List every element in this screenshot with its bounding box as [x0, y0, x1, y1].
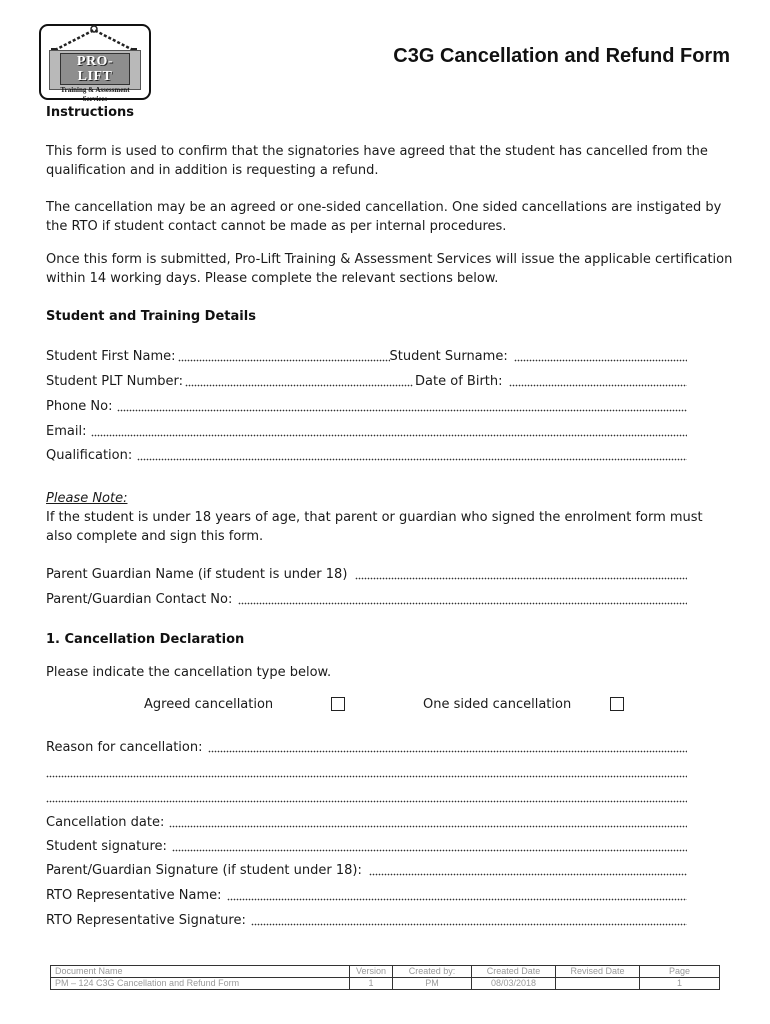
student-signature-label: Student signature:	[46, 839, 167, 854]
student-details-heading: Student and Training Details	[46, 309, 256, 324]
cell-created-by: PM	[393, 978, 472, 990]
email-row	[46, 421, 687, 439]
student-signature-row	[46, 836, 687, 854]
phone-field[interactable]	[117, 398, 687, 412]
document-control-table	[50, 965, 720, 990]
header-page: Page	[640, 966, 720, 978]
guardian-name-row	[46, 564, 687, 582]
qualification-label: Qualification:	[46, 448, 133, 463]
dob-field[interactable]	[509, 373, 687, 387]
guardian-name-label: Parent Guardian Name (if student is under 18)	[46, 567, 348, 582]
cancellation-date-field[interactable]	[169, 814, 687, 828]
name-row	[46, 346, 687, 364]
reason-row-3	[46, 787, 687, 805]
rto-name-row	[46, 885, 687, 903]
reason-field-line-3[interactable]	[46, 789, 687, 803]
reason-row-2	[46, 762, 687, 780]
cell-document-name: PM – 124 C3G Cancellation and Refund Form	[51, 978, 350, 990]
pro-lift-logo	[37, 22, 151, 103]
note-label	[46, 489, 736, 508]
rto-signature-row	[46, 910, 687, 928]
rto-signature-label: RTO Representative Signature:	[46, 913, 246, 928]
header-document-name: Document Name	[51, 966, 350, 978]
table-header-row	[51, 966, 720, 978]
cancellation-date-label: Cancellation date:	[46, 815, 165, 830]
plt-number-label: Student PLT Number:	[46, 374, 184, 389]
student-signature-field[interactable]	[172, 838, 687, 852]
cell-revised-date	[556, 978, 640, 990]
header-created-by: Created by:	[393, 966, 472, 978]
phone-row	[46, 396, 687, 414]
first-name-label: Student First Name:	[46, 349, 176, 364]
guardian-signature-field[interactable]	[369, 862, 687, 876]
instructions-para-3: Once this form is submitted, Pro-Lift Training & Assessment Services will issue the applicable certification within 14 working days. Please complete the relevant sections below.	[46, 252, 733, 286]
rto-name-field[interactable]	[227, 887, 688, 901]
reason-row	[46, 737, 687, 755]
please-note-label: Please Note:	[46, 491, 128, 506]
dob-label: Date of Birth:	[415, 374, 503, 389]
instructions-para-2: The cancellation may be an agreed or one-sided cancellation. One sided cancellations are instigated by the RTO if student contact cannot be made as per internal procedures.	[46, 200, 722, 234]
header-created-date: Created Date	[472, 966, 556, 978]
plt-dob-row	[46, 371, 687, 389]
cancellation-declaration-heading: 1. Cancellation Declaration	[46, 632, 245, 647]
logo-brand-text: PRO-LIFT	[60, 53, 130, 85]
guardian-contact-field[interactable]	[238, 591, 687, 605]
table-row	[51, 978, 720, 990]
surname-field[interactable]	[514, 348, 687, 362]
logo-sign	[49, 50, 141, 103]
agreed-cancellation-checkbox[interactable]	[331, 697, 345, 711]
guardian-name-field[interactable]	[355, 566, 687, 580]
one-sided-cancellation-checkbox[interactable]	[610, 697, 624, 711]
reason-label: Reason for cancellation:	[46, 740, 203, 755]
rto-signature-field[interactable]	[251, 912, 687, 926]
reason-field-line-2[interactable]	[46, 764, 687, 778]
cancellation-instruction: Please indicate the cancellation type below.	[46, 665, 332, 680]
header-version: Version	[350, 966, 393, 978]
instructions-heading: Instructions	[46, 105, 135, 120]
logo-subtitle-line1: Training & Assessment	[60, 86, 130, 94]
email-label: Email:	[46, 424, 87, 439]
email-field[interactable]	[91, 423, 687, 437]
note-text: If the student is under 18 years of age, that parent or guardian who signed the enrolment form must also complete and sign this form.	[46, 510, 703, 544]
guardian-contact-row	[46, 589, 687, 607]
surname-label: Student Surname:	[389, 349, 508, 364]
reason-field[interactable]	[208, 739, 688, 753]
qualification-field[interactable]	[137, 447, 687, 461]
guardian-contact-label: Parent/Guardian Contact No:	[46, 592, 233, 607]
one-sided-cancellation-label: One sided cancellation	[423, 697, 572, 712]
rto-name-label: RTO Representative Name:	[46, 888, 222, 903]
qualification-row	[46, 445, 687, 463]
first-name-field[interactable]	[178, 348, 390, 362]
header-revised-date: Revised Date	[556, 966, 640, 978]
page-title: C3G Cancellation and Refund Form	[393, 45, 730, 67]
guardian-signature-label: Parent/Guardian Signature (if student under 18):	[46, 863, 362, 878]
cell-version: 1	[350, 978, 393, 990]
guardian-signature-row	[46, 860, 687, 878]
cell-page: 1	[640, 978, 720, 990]
cell-created-date: 08/03/2018	[472, 978, 556, 990]
agreed-cancellation-label: Agreed cancellation	[144, 697, 274, 712]
instructions-para-1: This form is used to confirm that the signatories have agreed that the student has cancelled from the qualification and in addition is requesting a refund.	[46, 144, 708, 178]
cancellation-date-row	[46, 812, 687, 830]
phone-label: Phone No:	[46, 399, 113, 414]
logo-subtitle-line2: Services	[82, 95, 108, 103]
plt-number-field[interactable]	[185, 373, 413, 387]
